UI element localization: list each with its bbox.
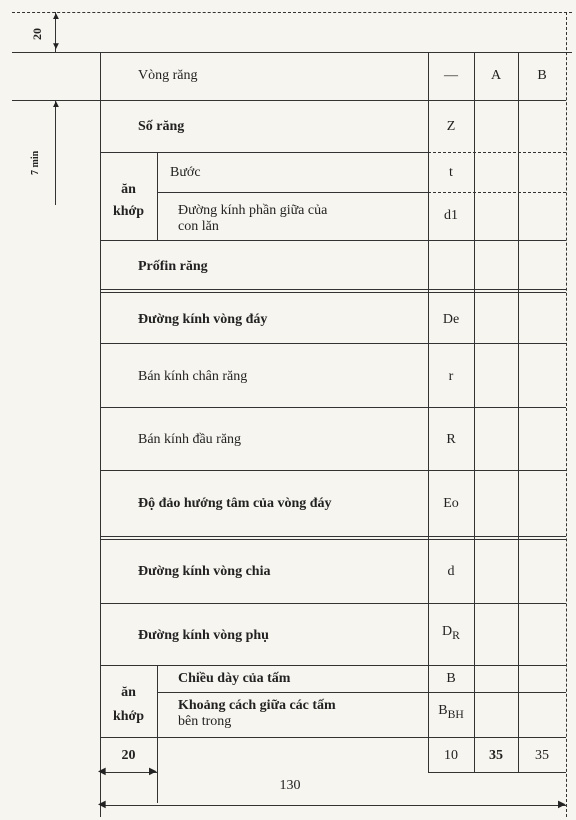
row-line-539 xyxy=(100,539,566,540)
row-profin-label: Prốfin răng xyxy=(138,259,208,274)
row-do-dao-label: Độ đảo hướng tâm của vòng đáy xyxy=(138,496,332,511)
row-line-737 xyxy=(100,737,566,738)
col-b-left xyxy=(518,52,519,772)
row-chieu-day-symbol: B xyxy=(446,671,456,686)
group2-label-khop: khớp xyxy=(112,709,145,724)
row-con-lan-symbol: d1 xyxy=(444,208,458,223)
row-line-665 xyxy=(100,665,566,666)
header-dash: — xyxy=(444,68,458,83)
dim-col3: 10 xyxy=(444,748,458,763)
row-so-rang-symbol: Z xyxy=(446,119,456,134)
symbol-B: B xyxy=(438,703,448,718)
top-line-1 xyxy=(12,12,572,13)
row-line-100 xyxy=(100,100,566,101)
table-right-border xyxy=(566,12,567,817)
row-line-289 xyxy=(100,289,566,290)
row-line-536 xyxy=(100,536,566,537)
row-line-407 xyxy=(100,407,566,408)
row-khoang-cach-label-1: Khoảng cách giữa các tấm xyxy=(178,698,336,713)
dim-col5: 35 xyxy=(535,748,549,763)
dim-line-col5 xyxy=(518,772,566,773)
row-line-292 xyxy=(100,292,566,293)
dim-line-total xyxy=(100,805,566,806)
dim-arrow-col1-right: ▶ xyxy=(149,766,157,777)
row-do-dao-symbol: Eo xyxy=(443,496,459,511)
row-duong-kinh-day-symbol: De xyxy=(442,312,460,327)
dim-line-col3 xyxy=(428,772,474,773)
row-line-343 xyxy=(100,343,566,344)
group2-label-an: ăn xyxy=(121,685,136,700)
row-line-192b xyxy=(428,192,566,193)
dim-arrow-down: ▼ xyxy=(51,41,61,52)
row-line-603 xyxy=(100,603,566,604)
dim-total: 130 xyxy=(279,778,301,793)
side-arrow-up: ▲ xyxy=(51,99,61,110)
row-khoang-cach-label-2: bên trong xyxy=(178,714,232,729)
side-dim-line xyxy=(55,100,56,205)
row-khoang-cach-symbol xyxy=(428,703,474,723)
row-line-152 xyxy=(100,152,428,153)
table-left-border xyxy=(100,52,101,817)
row-duong-kinh-phu-symbol xyxy=(428,624,474,644)
group2-divider xyxy=(157,665,158,803)
symbol-sub-BH: BH xyxy=(447,707,464,721)
dim-arrow-total-left: ◀ xyxy=(98,799,106,810)
top-line-2 xyxy=(12,52,572,53)
symbol-D: D xyxy=(442,624,453,639)
col-a-left xyxy=(474,52,475,772)
header-col-a: A xyxy=(490,68,502,83)
row-duong-kinh-day-label: Đường kính vòng đáy xyxy=(138,312,268,327)
row-con-lan-label-2: con lăn xyxy=(178,219,219,234)
group1-label-an: ăn xyxy=(121,182,136,197)
dim-line-col4 xyxy=(474,772,518,773)
group1-label-khop: khớp xyxy=(112,204,145,219)
header-col-b: B xyxy=(537,68,547,83)
dim-col4: 35 xyxy=(489,748,503,763)
row-ban-kinh-dau-symbol: R xyxy=(446,432,456,447)
row-duong-kinh-phu-label: Đường kính vòng phụ xyxy=(138,628,269,643)
row-chieu-day-label: Chiều dày của tấm xyxy=(178,671,291,686)
row-line-470 xyxy=(100,470,566,471)
dim-arrow-up: ▲ xyxy=(51,11,61,22)
row-line-152b xyxy=(428,152,566,153)
row-line-192 xyxy=(157,192,428,193)
symbol-col-left xyxy=(428,52,429,772)
row-buoc-label: Bước xyxy=(170,165,201,180)
group1-divider xyxy=(157,152,158,240)
row-so-rang-label: Số răng xyxy=(138,119,185,134)
row-line-240 xyxy=(100,240,566,241)
dim-label-7min: 7 min xyxy=(30,150,41,175)
row-ban-kinh-dau-label: Bán kính đầu răng xyxy=(138,432,242,447)
dim-col1: 20 xyxy=(121,748,136,763)
row-ban-kinh-chan-label: Bán kính chân răng xyxy=(138,369,248,384)
row-duong-kinh-chia-label: Đường kính vòng chia xyxy=(138,564,271,579)
symbol-sub-R: R xyxy=(452,628,460,642)
row-line-692 xyxy=(157,692,566,693)
header-name: Vòng răng xyxy=(138,68,198,83)
dim-label-20: 20 xyxy=(30,28,44,40)
dim-arrow-total-right: ▶ xyxy=(558,799,566,810)
row-duong-kinh-chia-symbol: d xyxy=(447,564,455,579)
dim-arrow-col1-left: ◀ xyxy=(98,766,106,777)
row-con-lan-label-1: Đường kính phần giữa của xyxy=(178,203,328,218)
row-buoc-symbol: t xyxy=(449,165,453,180)
row-ban-kinh-chan-symbol: r xyxy=(448,369,454,384)
